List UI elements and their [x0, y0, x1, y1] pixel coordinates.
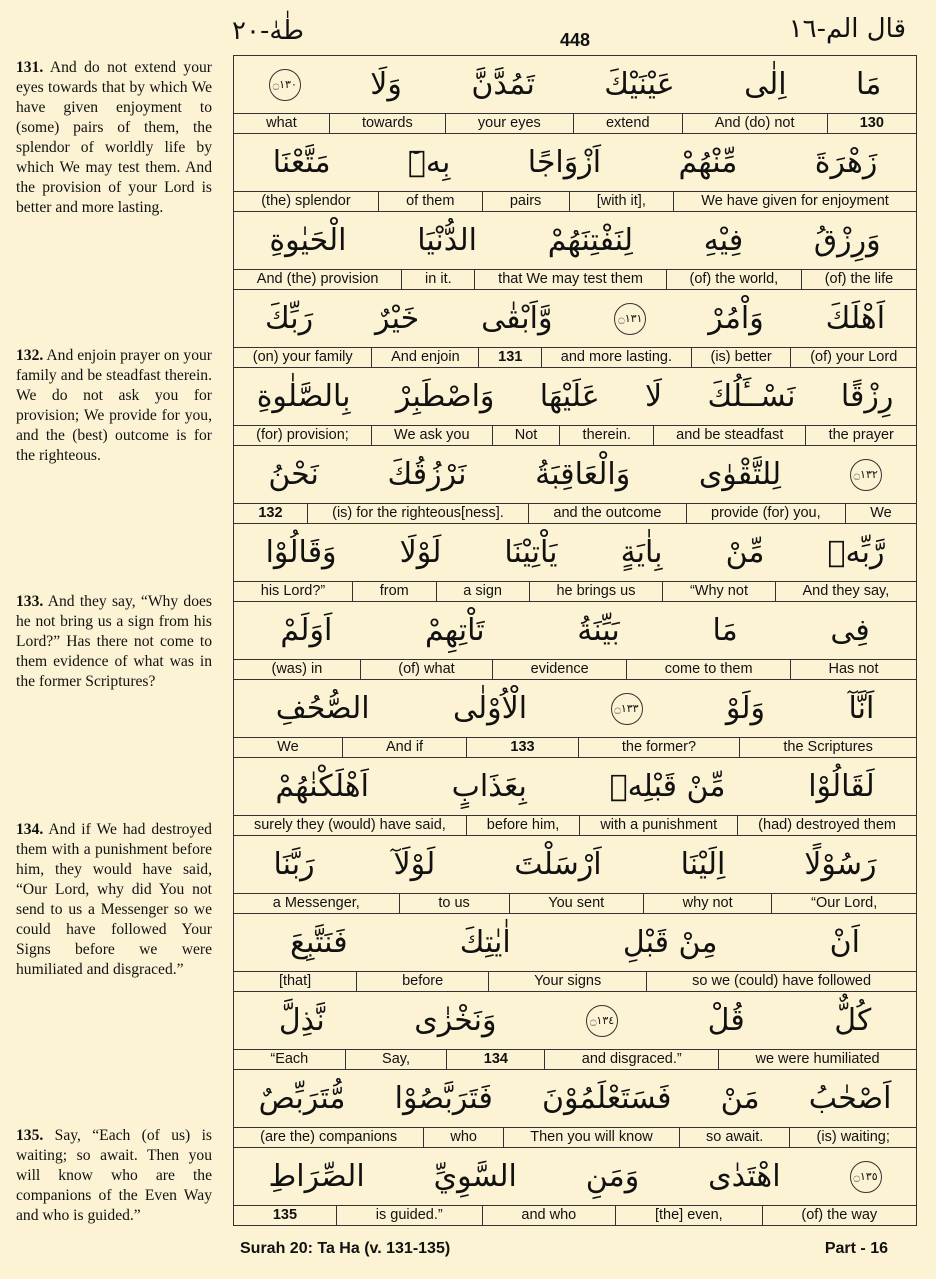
gloss-cell: the former? — [578, 738, 739, 757]
arabic-word: الدُّنْيَا — [417, 223, 477, 258]
arabic-word: لَوْلَا — [399, 535, 442, 570]
gloss-cell: And (the) provision — [256, 271, 379, 287]
gloss-cell: We ask you — [371, 426, 492, 445]
arabic-word: بِعَذَابٍ — [451, 769, 527, 804]
gloss-cell: (of) the life — [801, 270, 916, 289]
translation-text: And if We had destroyed them with a punishment before him, they would have said, “Our Lord, why did You not send to us a Messenger so we could have followed Your Signs before we were humiliated and disgraced.” — [16, 821, 212, 978]
verse-row — [234, 757, 916, 835]
gloss-cell: and the outcome — [528, 504, 686, 523]
gloss-cell: (of) what — [360, 660, 492, 679]
gloss-cell: “Our Lord, — [771, 894, 916, 913]
gloss-line — [234, 347, 916, 367]
gloss-cell: with a punishment — [579, 816, 737, 835]
gloss-cell: is guided.” — [336, 1206, 482, 1225]
verse-row — [234, 913, 916, 991]
verse-row — [234, 367, 916, 445]
gloss-cell: (of) the world, — [666, 270, 801, 289]
verse-row — [234, 523, 916, 601]
arabic-word: اَزْوَاجًا — [527, 145, 602, 180]
gloss-cell: We — [845, 504, 916, 523]
arabic-word: وَلَوْ — [725, 691, 766, 726]
gloss-line — [234, 269, 916, 289]
gloss-cell: (are the) companions — [260, 1129, 398, 1145]
arabic-word: مِّنْ — [725, 535, 765, 570]
gloss-line — [234, 893, 916, 913]
arabic-word: اَوَلَمْ — [280, 613, 333, 648]
arabic-word: وَّاَبْقٰى — [481, 301, 553, 336]
gloss-cell: “Each — [270, 1051, 309, 1067]
gloss-cell: [the] even, — [615, 1206, 761, 1225]
arabic-word: وَمَنِ — [585, 1159, 640, 1194]
gloss-cell: why not — [643, 894, 771, 913]
arabic-line — [234, 290, 916, 347]
gloss-cell: the prayer — [805, 426, 916, 445]
gloss-cell: therein. — [559, 426, 653, 445]
gloss-cell: (the) splendor — [261, 193, 351, 209]
gloss-cell: (of) your Lord — [790, 348, 916, 367]
gloss-cell: 135 — [272, 1207, 298, 1223]
verse-row — [234, 1069, 916, 1147]
arabic-line — [234, 56, 916, 113]
gloss-cell: We — [277, 739, 299, 755]
arabic-word: تَمُدَّنَّ — [471, 67, 535, 102]
gloss-cell: 132 — [258, 505, 283, 521]
gloss-cell: what — [266, 115, 297, 131]
arabic-word: فَنَتَّبِعَ — [290, 925, 348, 960]
arabic-word: بَيِّنَةُ — [577, 613, 620, 648]
translation-text: And do not extend your eyes towards that by which We have given enjoyment to (some) pairs of them, the splendor of worldly life by which We may test them. And the provision of your Lord is better and more lasting. — [16, 59, 212, 216]
gloss-cell: your eyes — [445, 114, 573, 133]
gloss-cell: [with it], — [569, 192, 674, 211]
verse-row — [234, 991, 916, 1069]
arabic-word: وَاصْطَبِرْ — [395, 379, 495, 414]
arabic-word: مِنْ قَبْلِ — [622, 925, 718, 960]
gloss-line — [234, 425, 916, 445]
gloss-cell: (of) the way — [762, 1206, 916, 1225]
gloss-cell: And they say, — [775, 582, 916, 601]
translation-text: And enjoin prayer on your family and be steadfast therein. We do not ask you for provision; We provide for you, and the (best) outcome is for the righteous. — [16, 347, 212, 464]
gloss-cell: (is) waiting; — [789, 1128, 916, 1147]
gloss-cell: Say, — [345, 1050, 447, 1069]
verse-row — [234, 211, 916, 289]
arabic-word: نَّذِلَّ — [278, 1003, 325, 1038]
gloss-cell: 130 — [827, 114, 916, 133]
arabic-word: رَسُوْلًا — [804, 847, 877, 882]
gloss-cell: he brings us — [529, 582, 663, 601]
arabic-word: رَبِّكَ — [264, 301, 314, 336]
gloss-cell: evidence — [492, 660, 626, 679]
translation-text: And they say, “Why does he not bring us a sign from his Lord?” Has there not come to them evidence of what was in the former Scriptures? — [16, 593, 212, 690]
translation-135 — [16, 1126, 212, 1226]
arabic-word: لِلتَّقْوٰى — [698, 457, 782, 492]
gloss-cell: Has not — [790, 660, 916, 679]
gloss-cell: 133 — [466, 738, 578, 757]
verse-row — [234, 56, 916, 133]
arabic-word: لَقَالُوْا — [808, 769, 875, 804]
arabic-line — [234, 992, 916, 1049]
gloss-cell: And (do) not — [682, 114, 827, 133]
arabic-word: مَا — [856, 67, 882, 102]
arabic-word: الصُّحُفِ — [275, 691, 370, 726]
arabic-line — [234, 602, 916, 659]
arabic-word: الْحَيٰوةِ — [269, 223, 347, 258]
verse-end-marker: ۝١٣٥ — [850, 1161, 882, 1193]
arabic-line — [234, 524, 916, 581]
gloss-line — [234, 113, 916, 133]
gloss-cell: the Scriptures — [739, 738, 916, 757]
arabic-word: يَاْتِيْنَا — [504, 535, 558, 570]
gloss-cell: of them — [378, 192, 482, 211]
verse-row — [234, 133, 916, 211]
gloss-cell: and disgraced.” — [544, 1050, 718, 1069]
arabic-word: بِهٖٓ — [407, 145, 451, 180]
arabic-word: الْاُوْلٰى — [453, 691, 528, 726]
verse-row — [234, 289, 916, 367]
gloss-cell: from — [352, 582, 436, 601]
arabic-word: وَقَالُوْا — [265, 535, 337, 570]
gloss-cell: pairs — [482, 192, 569, 211]
gloss-cell: that We may test them — [474, 270, 665, 289]
arabic-word: مُّتَرَبِّصٌ — [258, 1081, 346, 1116]
arabic-word: وَرِزْقُ — [813, 223, 881, 258]
arabic-word: مِّنْ قَبْلِهٖ — [609, 769, 726, 804]
gloss-cell: to us — [399, 894, 509, 913]
arabic-line — [234, 134, 916, 191]
gloss-cell: in it. — [401, 270, 474, 289]
arabic-word: اَهْلَكْنٰهُمْ — [275, 769, 369, 804]
arabic-word: وَاْمُرْ — [708, 301, 764, 336]
gloss-cell: a Messenger, — [272, 895, 360, 911]
part-number: Part - 16 — [824, 1240, 888, 1257]
translation-131 — [16, 58, 212, 218]
arabic-word: نَحْنُ — [268, 457, 319, 492]
gloss-line — [234, 1127, 916, 1147]
arabic-word: رَّبِّهٖ — [827, 535, 885, 570]
arabic-word: بِاٰيَةٍ — [620, 535, 663, 570]
arabic-word: اَصْحٰبُ — [808, 1081, 892, 1116]
gloss-cell: extend — [573, 114, 682, 133]
gloss-cell: Your signs — [488, 972, 646, 991]
gloss-cell: 131 — [478, 348, 541, 367]
arabic-word: عَيْنَيْكَ — [604, 67, 675, 102]
page-footer — [232, 1238, 914, 1266]
gloss-cell: his Lord?” — [260, 583, 326, 599]
gloss-cell: (was) in — [271, 661, 323, 677]
gloss-cell: (is) for the righteous[ness]. — [307, 504, 528, 523]
verse-row — [234, 1147, 916, 1225]
arabic-word: مِّنْهُمْ — [678, 145, 738, 180]
gloss-cell: Then you will know — [503, 1128, 679, 1147]
arabic-word: كُلٌّ — [834, 1003, 872, 1038]
gloss-line — [234, 1205, 916, 1225]
gloss-cell: And if — [342, 738, 466, 757]
gloss-line — [234, 503, 916, 523]
verse-row — [234, 601, 916, 679]
gloss-cell: and who — [482, 1206, 616, 1225]
arabic-word: فِى — [830, 613, 870, 648]
verse-number: 135. — [16, 1127, 44, 1144]
gloss-line — [234, 659, 916, 679]
juz-header-arabic: قال الم-١٦ — [788, 14, 906, 44]
arabic-word: اَهْلَكَ — [825, 301, 886, 336]
verse-number: 134. — [16, 821, 44, 838]
arabic-word: مَنْ — [720, 1081, 760, 1116]
gloss-cell: and be steadfast — [653, 426, 805, 445]
gloss-cell: [that] — [278, 973, 312, 989]
page-number: 448 — [559, 30, 591, 50]
arabic-line — [234, 1070, 916, 1127]
verse-row — [234, 835, 916, 913]
verse-number: 133. — [16, 593, 44, 610]
gloss-cell: surely they (would) have said, — [253, 817, 446, 833]
gloss-cell: provide (for) you, — [686, 504, 845, 523]
arabic-word: اَنْ — [829, 925, 860, 960]
gloss-cell: who — [423, 1128, 503, 1147]
gloss-cell: so await. — [679, 1128, 790, 1147]
gloss-cell: come to them — [626, 660, 790, 679]
gloss-cell: Not — [492, 426, 560, 445]
arabic-word: قُلْ — [707, 1003, 745, 1038]
gloss-line — [234, 815, 916, 835]
arabic-word: وَنَخْزٰى — [414, 1003, 497, 1038]
arabic-word: رَبَّنَا — [273, 847, 315, 882]
gloss-cell: (had) destroyed them — [737, 816, 916, 835]
arabic-word: زَهْرَةَ — [814, 145, 878, 180]
arabic-word: لِنَفْتِنَهُمْ — [547, 223, 633, 258]
gloss-line — [234, 971, 916, 991]
translation-132 — [16, 346, 212, 466]
gloss-cell: We have given for enjoyment — [673, 192, 916, 211]
arabic-word: خَيْرٌ — [375, 301, 420, 336]
translation-134 — [16, 820, 212, 980]
translation-133 — [16, 592, 212, 692]
arabic-word: نَرْزُقُكَ — [387, 457, 467, 492]
arabic-word: تَاْتِهِمْ — [424, 613, 485, 648]
gloss-cell: 134 — [446, 1050, 544, 1069]
arabic-word: وَلَا — [370, 67, 402, 102]
verse-number: 132. — [16, 347, 44, 364]
arabic-line — [234, 368, 916, 425]
gloss-cell: towards — [329, 114, 445, 133]
arabic-word: الصِّرَاطِ — [268, 1159, 365, 1194]
verse-end-marker: ۝١٣٤ — [586, 1005, 618, 1037]
gloss-cell: we were humiliated — [718, 1050, 916, 1069]
arabic-word: فِيْهِ — [703, 223, 744, 258]
gloss-cell: “Why not — [662, 582, 775, 601]
arabic-line — [234, 836, 916, 893]
gloss-cell: (on) your family — [252, 349, 353, 365]
gloss-cell: (is) better — [691, 348, 791, 367]
verse-number: 131. — [16, 59, 44, 76]
translation-text: Say, “Each (of us) is waiting; so await. Then you will know who are the companions of the Even Way and who is guided.” — [16, 1127, 212, 1224]
gloss-cell: and more lasting. — [541, 348, 691, 367]
surah-header-arabic: طٰهٰ-٢٠ — [232, 16, 304, 46]
gloss-cell: And enjoin — [371, 348, 478, 367]
arabic-word: وَالْعَاقِبَةُ — [535, 457, 631, 492]
verse-end-marker: ۝١٣٣ — [611, 693, 643, 725]
arabic-word: اَرْسَلْتَ — [514, 847, 602, 882]
arabic-word: عَلَيْهَا — [539, 379, 600, 414]
arabic-word: لَا — [645, 379, 663, 414]
gloss-line — [234, 1049, 916, 1069]
gloss-line — [234, 581, 916, 601]
word-by-word-grid — [233, 55, 917, 1226]
gloss-cell: (for) provision; — [256, 427, 349, 443]
verse-end-marker: ۝١٣٢ — [850, 459, 882, 491]
arabic-line — [234, 758, 916, 815]
arabic-line — [234, 446, 916, 503]
arabic-word: بِالصَّلٰوةِ — [256, 379, 351, 414]
arabic-word: اَنَّآ — [848, 691, 875, 726]
gloss-line — [234, 191, 916, 211]
arabic-word: السَّوِيِّ — [433, 1159, 517, 1194]
arabic-word: مَا — [712, 613, 738, 648]
arabic-line — [234, 1148, 916, 1205]
arabic-word: اهْتَدٰى — [708, 1159, 781, 1194]
gloss-cell: before him, — [466, 816, 580, 835]
arabic-word: اِلَيْنَا — [680, 847, 726, 882]
verse-end-marker: ۝١٣١ — [614, 303, 646, 335]
gloss-cell: before — [356, 972, 488, 991]
arabic-word: اِلٰى — [744, 67, 787, 102]
gloss-cell: You sent — [509, 894, 643, 913]
page-header — [0, 0, 936, 56]
verse-row — [234, 445, 916, 523]
gloss-cell: so we (could) have followed — [646, 972, 916, 991]
verse-row — [234, 679, 916, 757]
arabic-word: رِزْقًا — [840, 379, 894, 414]
arabic-line — [234, 914, 916, 971]
arabic-word: نَسْــَٔلُكَ — [707, 379, 796, 414]
arabic-line — [234, 680, 916, 737]
verse-end-marker: ۝١٣٠ — [269, 69, 301, 101]
arabic-word: مَتَّعْنَا — [272, 145, 331, 180]
arabic-word: اٰيٰتِكَ — [459, 925, 511, 960]
gloss-cell: a sign — [436, 582, 529, 601]
arabic-word: لَوْلَآ — [393, 847, 436, 882]
arabic-line — [234, 212, 916, 269]
arabic-word: فَتَرَبَّصُوْا — [394, 1081, 493, 1116]
arabic-word: فَسَتَعْلَمُوْنَ — [542, 1081, 672, 1116]
surah-info: Surah 20: Ta Ha (v. 131-135) — [240, 1240, 451, 1257]
gloss-line — [234, 737, 916, 757]
